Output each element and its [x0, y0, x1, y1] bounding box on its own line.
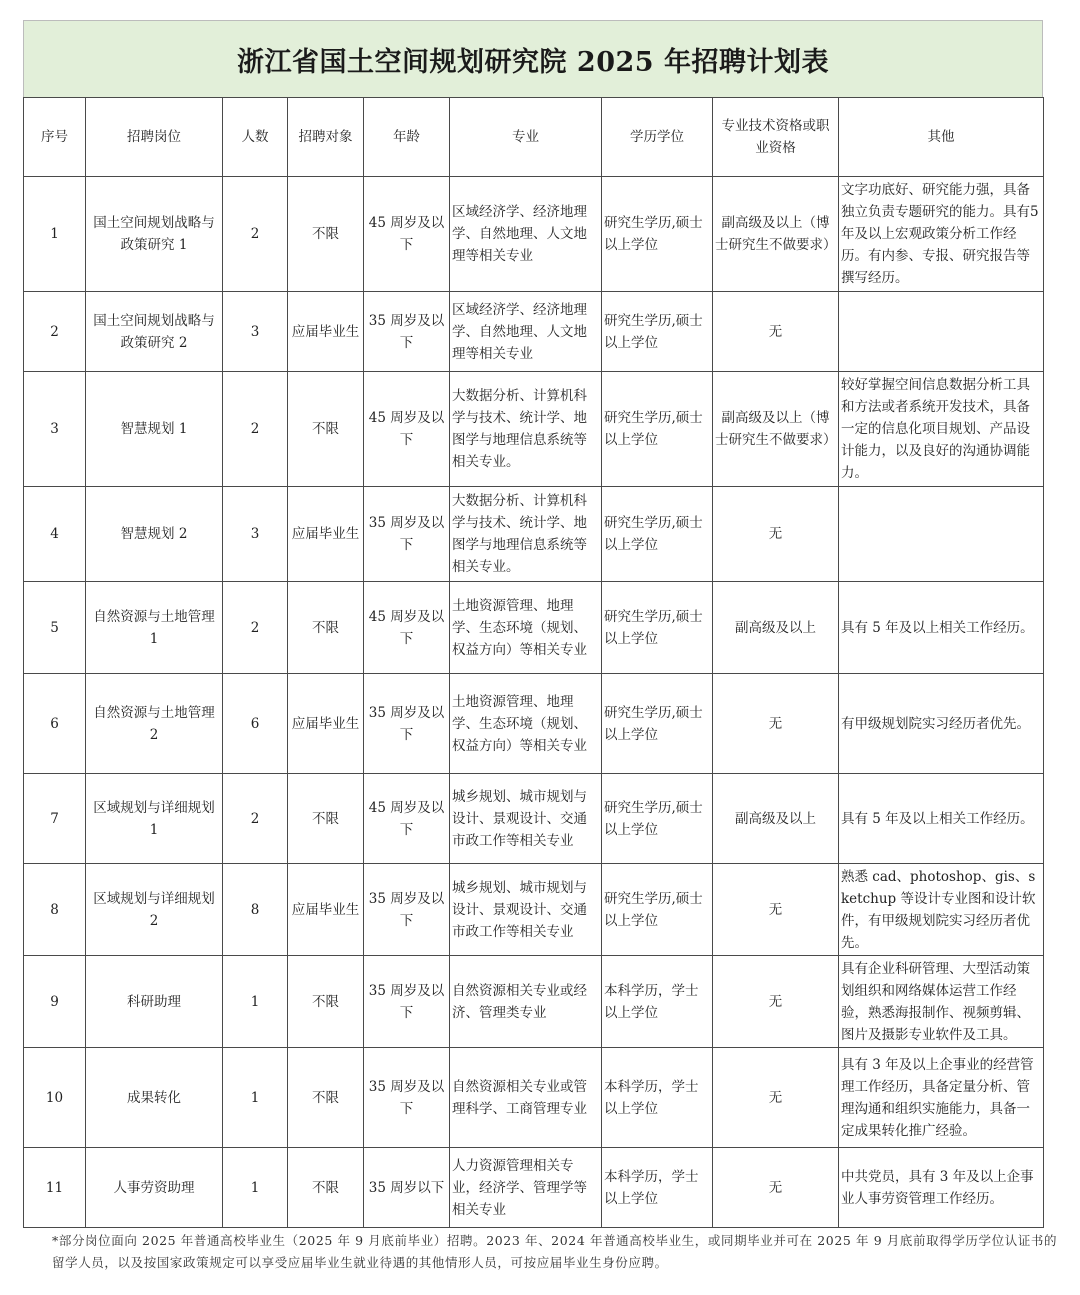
header-qualification: 专业技术资格或职业资格	[713, 98, 839, 177]
cell-other: 熟悉 cad、photoshop、gis、sketchup 等设计专业图和设计软件，有甲级规划院实习经历者优先。	[839, 864, 1044, 956]
cell-qualification: 副高级及以上（博士研究生不做要求）	[713, 177, 839, 292]
header-other: 其他	[839, 98, 1044, 177]
cell-qualification: 无	[713, 487, 839, 582]
cell-age: 35 周岁以下	[364, 1148, 450, 1228]
cell-count: 8	[223, 864, 288, 956]
cell-target: 不限	[288, 582, 364, 674]
cell-age: 35 周岁及以下	[364, 487, 450, 582]
cell-major: 自然资源相关专业或管理科学、工商管理专业	[450, 1048, 602, 1148]
table-row	[24, 774, 1044, 864]
cell-count: 2	[223, 774, 288, 864]
cell-other: 文字功底好、研究能力强，具备独立负责专题研究的能力。具有5 年及以上宏观政策分析工作经历。有内参、专报、研究报告等撰写经历。	[839, 177, 1044, 292]
table-row	[24, 372, 1044, 487]
table-row	[24, 487, 1044, 582]
cell-age: 35 周岁及以下	[364, 292, 450, 372]
cell-degree: 研究生学历,硕士以上学位	[602, 292, 713, 372]
cell-degree: 研究生学历,硕士以上学位	[602, 774, 713, 864]
cell-post: 国土空间规划战略与政策研究 2	[86, 292, 223, 372]
cell-no: 7	[24, 774, 86, 864]
cell-qualification: 副高级及以上（博士研究生不做要求）	[713, 372, 839, 487]
cell-count: 3	[223, 292, 288, 372]
cell-post: 区域规划与详细规划 1	[86, 774, 223, 864]
cell-qualification: 无	[713, 1148, 839, 1228]
header-degree: 学历学位	[602, 98, 713, 177]
cell-age: 35 周岁及以下	[364, 674, 450, 774]
cell-other: 中共党员，具有 3 年及以上企事业人事劳资管理工作经历。	[839, 1148, 1044, 1228]
recruitment-table	[23, 97, 1044, 1228]
cell-other: 具有 3 年及以上企事业的经营管理工作经历，具备定量分析、管理沟通和组织实施能力，具备一定成果转化推广经验。	[839, 1048, 1044, 1148]
cell-count: 1	[223, 1048, 288, 1148]
cell-target: 不限	[288, 774, 364, 864]
table-row	[24, 1048, 1044, 1148]
cell-degree: 本科学历，学士以上学位	[602, 956, 713, 1048]
table-header-row	[24, 98, 1044, 177]
cell-age: 45 周岁及以下	[364, 177, 450, 292]
cell-post: 国土空间规划战略与政策研究 1	[86, 177, 223, 292]
cell-age: 35 周岁及以下	[364, 956, 450, 1048]
cell-other: 较好掌握空间信息数据分析工具和方法或者系统开发技术，具备一定的信息化项目规划、产品设计能力，以及良好的沟通协调能力。	[839, 372, 1044, 487]
table-row	[24, 177, 1044, 292]
cell-count: 2	[223, 372, 288, 487]
cell-major: 区域经济学、经济地理学、自然地理、人文地理等相关专业	[450, 292, 602, 372]
cell-qualification: 无	[713, 292, 839, 372]
cell-other: 具有 5 年及以上相关工作经历。	[839, 774, 1044, 864]
cell-no: 6	[24, 674, 86, 774]
cell-degree: 研究生学历,硕士以上学位	[602, 674, 713, 774]
cell-no: 3	[24, 372, 86, 487]
cell-post: 智慧规划 1	[86, 372, 223, 487]
cell-degree: 研究生学历,硕士以上学位	[602, 177, 713, 292]
cell-major: 大数据分析、计算机科学与技术、统计学、地图学与地理信息系统等相关专业。	[450, 487, 602, 582]
header-target: 招聘对象	[288, 98, 364, 177]
cell-target: 不限	[288, 1048, 364, 1148]
cell-target: 不限	[288, 1148, 364, 1228]
cell-other: 有甲级规划院实习经历者优先。	[839, 674, 1044, 774]
cell-qualification: 无	[713, 674, 839, 774]
cell-major: 土地资源管理、地理学、生态环境（规划、权益方向）等相关专业	[450, 582, 602, 674]
cell-qualification: 副高级及以上	[713, 582, 839, 674]
cell-no: 4	[24, 487, 86, 582]
cell-qualification: 无	[713, 956, 839, 1048]
cell-post: 科研助理	[86, 956, 223, 1048]
cell-major: 土地资源管理、地理学、生态环境（规划、权益方向）等相关专业	[450, 674, 602, 774]
cell-no: 1	[24, 177, 86, 292]
cell-degree: 本科学历，学士以上学位	[602, 1148, 713, 1228]
cell-post: 人事劳资助理	[86, 1148, 223, 1228]
cell-major: 大数据分析、计算机科学与技术、统计学、地图学与地理信息系统等相关专业。	[450, 372, 602, 487]
cell-other: 具有企业科研管理、大型活动策划组织和网络媒体运营工作经验，熟悉海报制作、视频剪辑、图片及摄影专业软件及工具。	[839, 956, 1044, 1048]
cell-age: 35 周岁及以下	[364, 864, 450, 956]
table-row	[24, 292, 1044, 372]
cell-no: 8	[24, 864, 86, 956]
cell-age: 45 周岁及以下	[364, 582, 450, 674]
table-row	[24, 674, 1044, 774]
cell-target: 应届毕业生	[288, 292, 364, 372]
cell-no: 11	[24, 1148, 86, 1228]
cell-degree: 研究生学历,硕士以上学位	[602, 864, 713, 956]
cell-post: 智慧规划 2	[86, 487, 223, 582]
cell-other	[839, 292, 1044, 372]
cell-post: 成果转化	[86, 1048, 223, 1148]
cell-target: 不限	[288, 177, 364, 292]
recruitment-sheet	[23, 20, 1043, 1228]
cell-target: 不限	[288, 372, 364, 487]
cell-other	[839, 487, 1044, 582]
table-row	[24, 1148, 1044, 1228]
cell-count: 2	[223, 582, 288, 674]
cell-degree: 研究生学历,硕士以上学位	[602, 372, 713, 487]
header-count: 人数	[223, 98, 288, 177]
cell-degree: 本科学历，学士以上学位	[602, 1048, 713, 1148]
cell-age: 35 周岁及以下	[364, 1048, 450, 1148]
cell-target: 应届毕业生	[288, 487, 364, 582]
cell-qualification: 无	[713, 1048, 839, 1148]
cell-major: 城乡规划、城市规划与设计、景观设计、交通市政工作等相关专业	[450, 774, 602, 864]
table-row	[24, 582, 1044, 674]
cell-major: 区域经济学、经济地理学、自然地理、人文地理等相关专业	[450, 177, 602, 292]
cell-target: 应届毕业生	[288, 674, 364, 774]
header-age: 年龄	[364, 98, 450, 177]
footnote: *部分岗位面向 2025 年普通高校毕业生（2025 年 9 月底前毕业）招聘。2023 年、2024 年普通高校毕业生，或同期毕业并可在 2025 年 9 月底前取得学历学位认证书的留学人员，以及按国家政策规定可以享受应届毕业生就业待遇的其他情形人员，可按应届毕业生身份应聘。	[52, 1233, 1058, 1270]
cell-age: 45 周岁及以下	[364, 774, 450, 864]
cell-other: 具有 5 年及以上相关工作经历。	[839, 582, 1044, 674]
cell-degree: 研究生学历,硕士以上学位	[602, 582, 713, 674]
page-title: 浙江省国土空间规划研究院 2025 年招聘计划表	[23, 20, 1043, 97]
cell-count: 3	[223, 487, 288, 582]
cell-target: 应届毕业生	[288, 864, 364, 956]
cell-major: 人力资源管理相关专业，经济学、管理学等相关专业	[450, 1148, 602, 1228]
cell-target: 不限	[288, 956, 364, 1048]
header-no: 序号	[24, 98, 86, 177]
cell-major: 城乡规划、城市规划与设计、景观设计、交通市政工作等相关专业	[450, 864, 602, 956]
cell-count: 6	[223, 674, 288, 774]
cell-count: 1	[223, 956, 288, 1048]
cell-count: 1	[223, 1148, 288, 1228]
cell-no: 9	[24, 956, 86, 1048]
header-major: 专业	[450, 98, 602, 177]
cell-age: 45 周岁及以下	[364, 372, 450, 487]
cell-post: 区域规划与详细规划 2	[86, 864, 223, 956]
table-row	[24, 956, 1044, 1048]
cell-no: 5	[24, 582, 86, 674]
cell-post: 自然资源与土地管理 1	[86, 582, 223, 674]
cell-count: 2	[223, 177, 288, 292]
cell-no: 2	[24, 292, 86, 372]
cell-qualification: 副高级及以上	[713, 774, 839, 864]
cell-qualification: 无	[713, 864, 839, 956]
table-row	[24, 864, 1044, 956]
cell-degree: 研究生学历,硕士以上学位	[602, 487, 713, 582]
cell-no: 10	[24, 1048, 86, 1148]
cell-major: 自然资源相关专业或经济、管理类专业	[450, 956, 602, 1048]
cell-post: 自然资源与土地管理 2	[86, 674, 223, 774]
header-post: 招聘岗位	[86, 98, 223, 177]
